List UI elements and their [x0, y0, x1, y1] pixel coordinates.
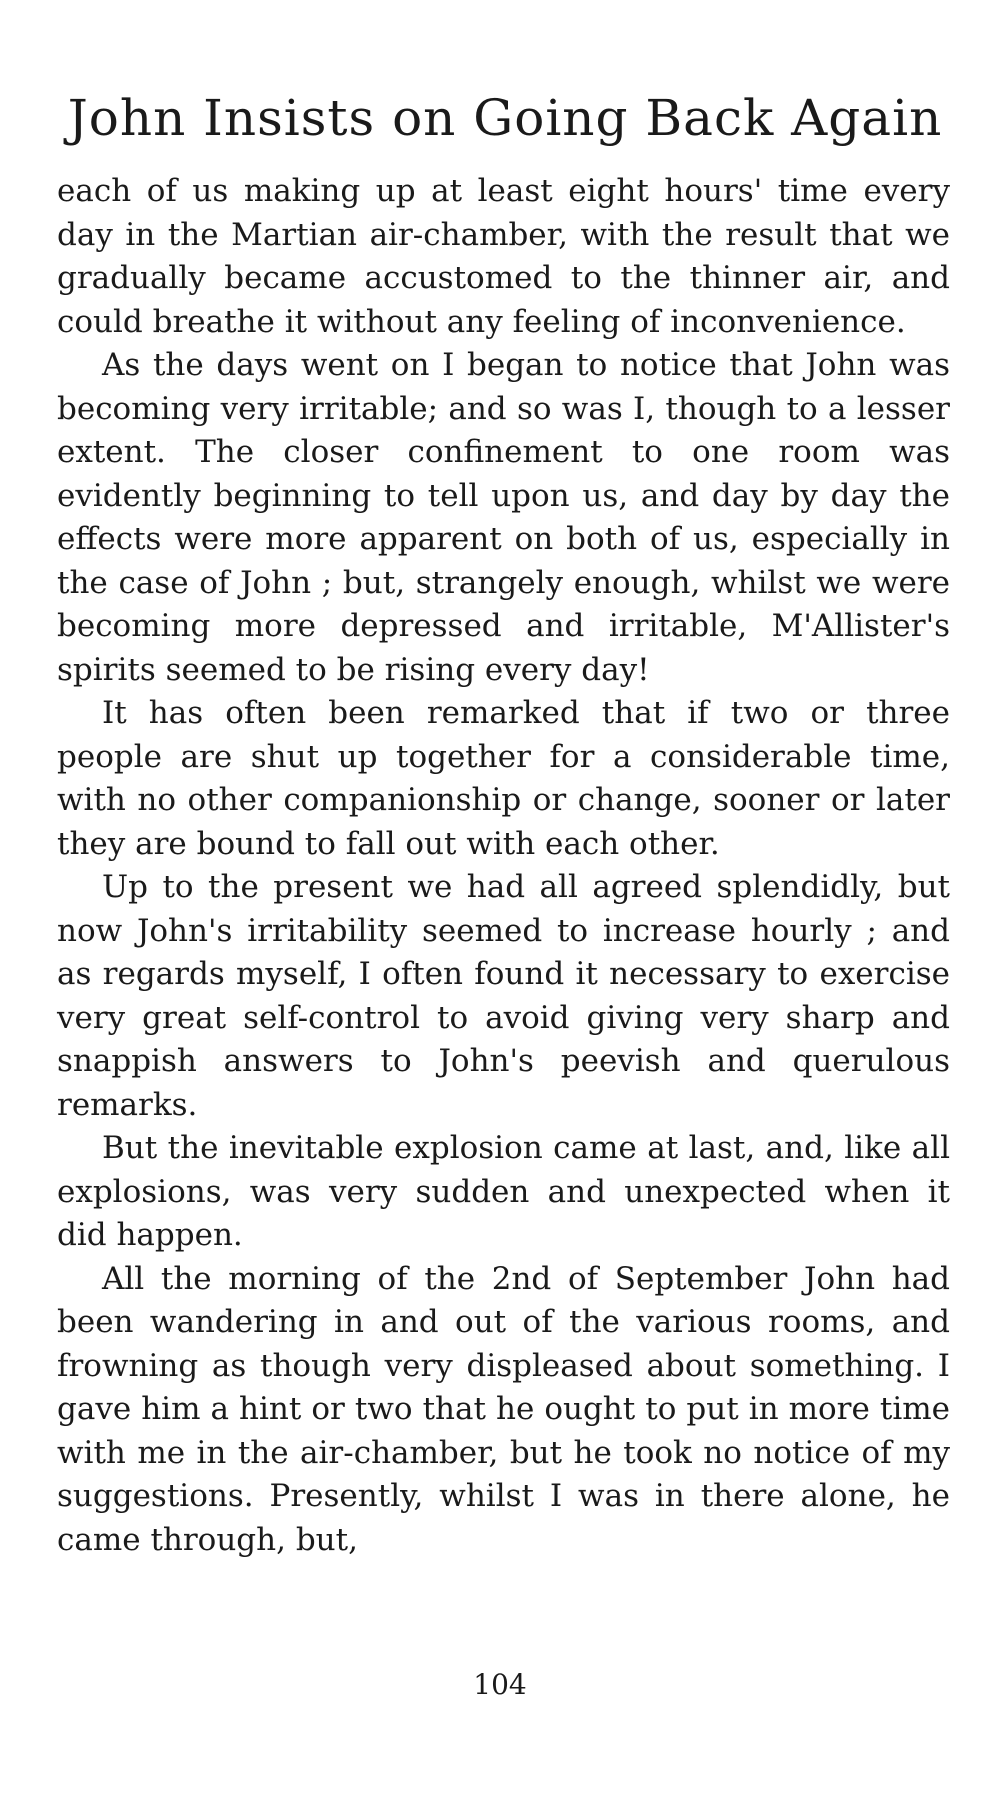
running-head: John Insists on Going Back Again [67, 89, 943, 147]
paragraph: As the days went on I began to notice that John was becoming very irritable; and so was I, though to a lesser extent. The closer confinement to one room was evidently beginning to tell upon us, and day by day the effects were more apparent on both of us, especially in the case of John ; but, strangely enough, whilst we were becoming more depressed and irritable, M'Allister's spirits seemed to be rising every day! [57, 347, 950, 688]
paragraph-continued: each of us making up at least eight hours' time every day in the Martian air-chamber, with the result that we gradually became accustomed to the thinner air, and could breathe it without any feeling of inconvenience. [57, 173, 950, 340]
body-text [57, 170, 950, 1562]
page-number: 104 [473, 1668, 527, 1701]
paragraph: All the morning of the 2nd of September John had been wandering in and out of the various rooms, and frowning as though very displeased about something. I gave him a hint or two that he ought to put in more time with me in the air-chamber, but he took no notice of my suggestions. Presently, whilst I was in there alone, he came through, but, [57, 1260, 950, 1558]
paragraph: But the inevitable explosion came at last, and, like all explosions, was very sudden and unexpected when it did happen. [57, 1130, 950, 1253]
paragraph: It has often been remarked that if two or three people are shut up together for a considerable time, with no other companionship or change, sooner or later they are bound to fall out with each other. [57, 695, 950, 862]
paragraph: Up to the present we had all agreed splendidly, but now John's irritability seemed to increase hourly ; and as regards myself, I often found it necessary to exercise very great self-control to avoid giving very sharp and snappish answers to John's peevish and querulous remarks. [57, 869, 950, 1123]
